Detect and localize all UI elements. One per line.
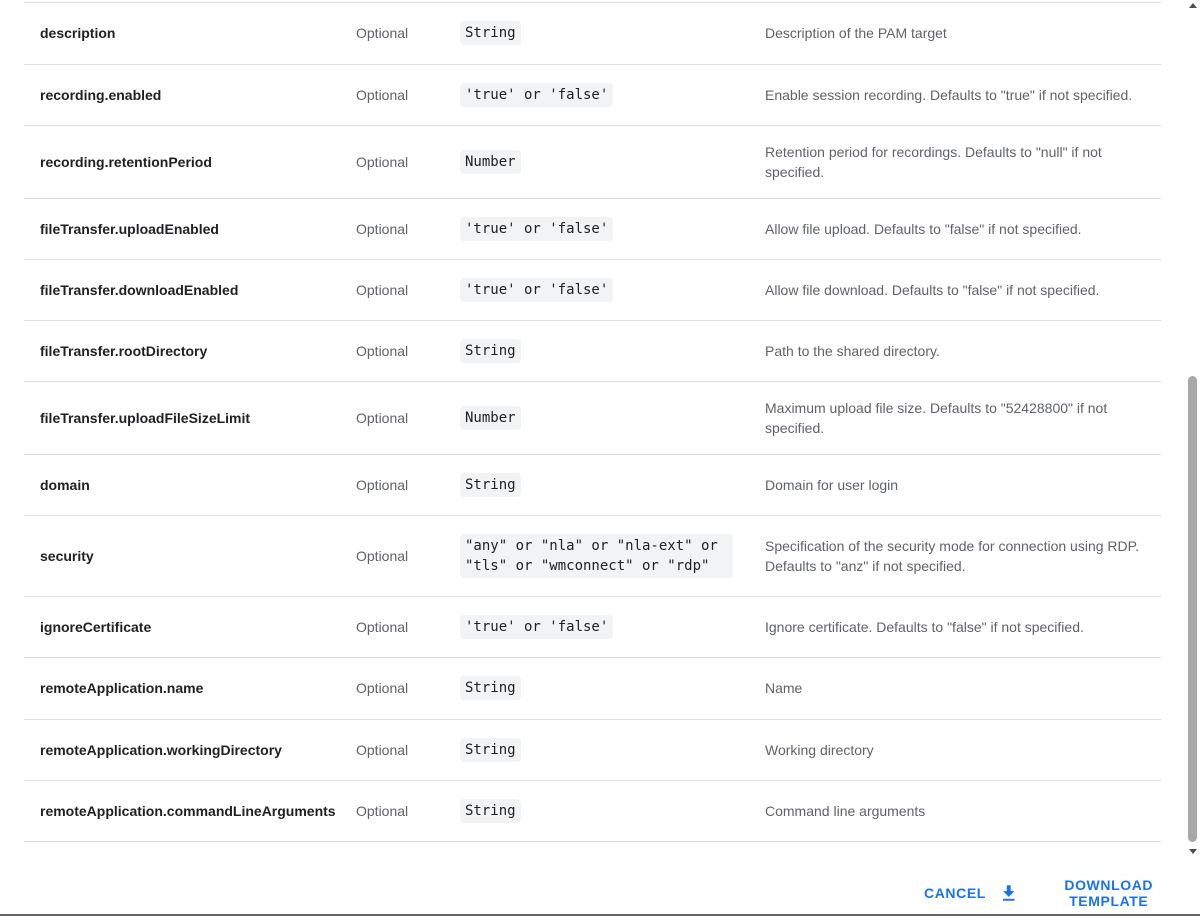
param-requirement: Optional <box>340 198 444 259</box>
param-description: Retention period for recordings. Defaults to "null" if not specified. <box>749 125 1161 198</box>
param-description: Enable session recording. Defaults to "true" if not specified. <box>749 64 1161 125</box>
param-description: Working directory <box>749 719 1161 780</box>
param-name: remoteApplication.commandLineArguments <box>24 780 340 841</box>
table-row <box>24 64 1161 125</box>
param-type: 'true' or 'false' <box>460 217 613 241</box>
table-row <box>24 515 1161 596</box>
param-type: String <box>460 473 521 497</box>
param-requirement: Optional <box>340 515 444 596</box>
param-type: 'true' or 'false' <box>460 83 613 107</box>
param-type: 'true' or 'false' <box>460 278 613 302</box>
param-requirement: Optional <box>340 125 444 198</box>
table-row <box>24 454 1161 515</box>
table-row <box>24 381 1161 454</box>
scroll-down-icon[interactable] <box>1189 849 1197 854</box>
scrollbar-thumb[interactable] <box>1188 376 1197 842</box>
param-requirement: Optional <box>340 657 444 719</box>
param-name: remoteApplication.name <box>24 657 340 719</box>
param-requirement: Optional <box>340 719 444 780</box>
param-description: Maximum upload file size. Defaults to "52428800" if not specified. <box>749 381 1161 454</box>
param-requirement: Optional <box>340 454 444 515</box>
param-description: Path to the shared directory. <box>749 320 1161 381</box>
param-type: String <box>460 339 521 363</box>
param-description: Ignore certificate. Defaults to "false" if not specified. <box>749 596 1161 657</box>
param-name: fileTransfer.uploadEnabled <box>24 198 340 259</box>
dialog-actions <box>0 861 1200 914</box>
param-description: Name <box>749 657 1161 719</box>
cancel-button-label: CANCEL <box>924 885 986 901</box>
param-name: fileTransfer.downloadEnabled <box>24 259 340 320</box>
param-name: recording.retentionPeriod <box>24 125 340 198</box>
table-row <box>24 125 1161 198</box>
table-row <box>24 3 1161 64</box>
param-type: Number <box>460 150 521 174</box>
table-row <box>24 780 1161 841</box>
param-type: String <box>460 676 521 700</box>
param-name: security <box>24 515 340 596</box>
param-name: ignoreCertificate <box>24 596 340 657</box>
param-requirement: Optional <box>340 596 444 657</box>
table-row <box>24 719 1161 780</box>
param-requirement: Optional <box>340 64 444 125</box>
param-type: String <box>460 21 521 45</box>
param-description: Specification of the security mode for connection using RDP. Defaults to "anz" if not specified. <box>749 515 1161 596</box>
param-name: domain <box>24 454 340 515</box>
param-requirement: Optional <box>340 3 444 64</box>
table-row <box>24 259 1161 320</box>
param-description: Allow file download. Defaults to "false" if not specified. <box>749 259 1161 320</box>
param-description: Domain for user login <box>749 454 1161 515</box>
param-type: String <box>460 799 521 823</box>
param-requirement: Optional <box>340 320 444 381</box>
param-type: String <box>460 738 521 762</box>
param-requirement: Optional <box>340 381 444 454</box>
param-name: description <box>24 3 340 64</box>
vertical-scrollbar[interactable] <box>1186 0 1200 861</box>
table-row <box>24 657 1161 719</box>
param-requirement: Optional <box>340 780 444 841</box>
parameters-table <box>24 3 1161 842</box>
param-description: Command line arguments <box>749 780 1161 841</box>
param-name: recording.enabled <box>24 64 340 125</box>
param-name: remoteApplication.workingDirectory <box>24 719 340 780</box>
param-description: Allow file upload. Defaults to "false" if not specified. <box>749 198 1161 259</box>
param-description: Description of the PAM target <box>749 3 1161 64</box>
table-row <box>24 320 1161 381</box>
table-row <box>24 198 1161 259</box>
download-icon <box>1002 885 1016 901</box>
cancel-button[interactable] <box>916 875 994 911</box>
param-type: "any" or "nla" or "nla-ext" or "tls" or "wmconnect" or "rdp" <box>460 534 733 578</box>
param-requirement: Optional <box>340 259 444 320</box>
param-name: fileTransfer.uploadFileSizeLimit <box>24 381 340 454</box>
download-button-label: DOWNLOAD TEMPLATE <box>1064 877 1154 909</box>
scroll-up-icon[interactable] <box>1189 3 1197 8</box>
download-template-button[interactable] <box>994 875 1200 911</box>
table-row <box>24 596 1161 657</box>
param-type: Number <box>460 406 521 430</box>
param-type: 'true' or 'false' <box>460 615 613 639</box>
param-name: fileTransfer.rootDirectory <box>24 320 340 381</box>
